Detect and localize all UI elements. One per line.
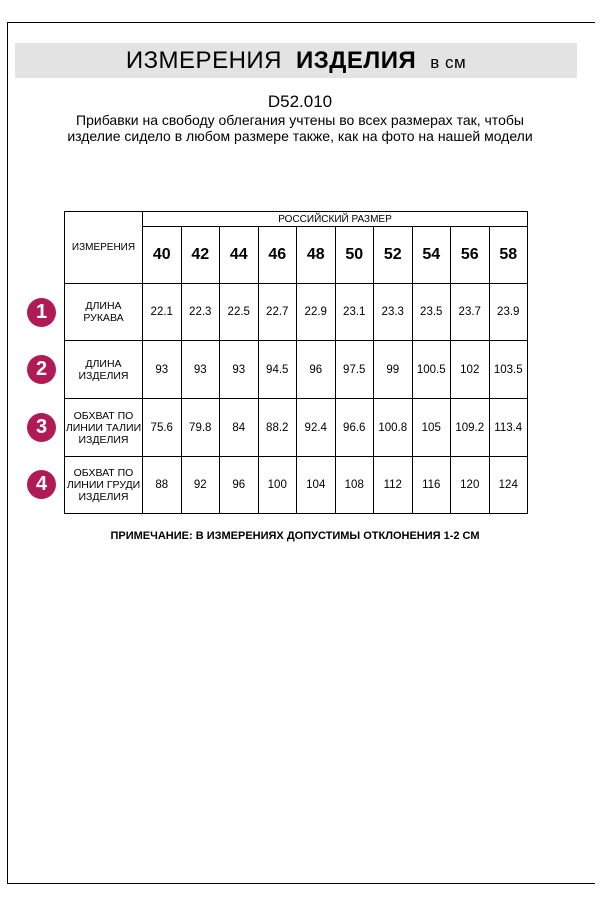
row-label: ОБХВАТ ПО ЛИНИИ ТАЛИИ ИЗДЕЛИЯ [65,399,143,457]
title-bar [15,43,577,78]
table-cell: 93 [143,341,182,399]
table-cell: 92 [181,457,220,514]
tolerance-note: ПРИМЕЧАНИЕ: В ИЗМЕРЕНИЯХ ДОПУСТИМЫ ОТКЛОНЕНИЯ 1-2 СМ [110,530,480,542]
row-number-badge: 3 [27,413,56,442]
title-unit: в см [430,53,467,72]
table-cell: 100 [258,457,297,514]
measurements-header: ИЗМЕРЕНИЯ [65,212,143,284]
table-cell: 22.7 [258,284,297,341]
table-cell: 23.1 [335,284,374,341]
size-header: 48 [297,227,336,284]
size-header: 58 [489,227,528,284]
size-group-header: РОССИЙСКИЙ РАЗМЕР [143,212,528,227]
product-code: D52.010 [267,92,333,111]
table-cell: 22.3 [181,284,220,341]
table-cell: 105 [412,399,451,457]
table-cell: 104 [297,457,336,514]
size-header: 50 [335,227,374,284]
table-cell: 96 [297,341,336,399]
table-cell: 93 [220,341,259,399]
table-row [65,341,528,399]
row-number-badge: 4 [27,470,56,499]
table-cell: 100.8 [374,399,413,457]
table-cell: 22.9 [297,284,336,341]
size-header: 54 [412,227,451,284]
table-cell: 88.2 [258,399,297,457]
row-label: ОБХВАТ ПО ЛИНИИ ГРУДИ ИЗДЕЛИЯ [65,457,143,514]
row-label: ДЛИНА РУКАВА [65,284,143,341]
table-cell: 97.5 [335,341,374,399]
table-cell: 96.6 [335,399,374,457]
size-header: 56 [451,227,490,284]
table-row [65,457,528,514]
table-cell: 88 [143,457,182,514]
table-cell: 22.1 [143,284,182,341]
title-regular: ИЗМЕРЕНИЯ [125,47,282,74]
table-cell: 96 [220,457,259,514]
size-header: 52 [374,227,413,284]
table-cell: 100.5 [412,341,451,399]
table-cell: 93 [181,341,220,399]
size-header: 40 [143,227,182,284]
size-header: 42 [181,227,220,284]
size-table [64,211,528,514]
table-cell: 22.5 [220,284,259,341]
size-header: 46 [258,227,297,284]
size-header: 44 [220,227,259,284]
title-bold: ИЗДЕЛИЯ [296,47,417,74]
table-cell: 99 [374,341,413,399]
table-cell: 103.5 [489,341,528,399]
table-cell: 116 [412,457,451,514]
row-label: ДЛИНА ИЗДЕЛИЯ [65,341,143,399]
table-cell: 108 [335,457,374,514]
table-cell: 75.6 [143,399,182,457]
table-cell: 113.4 [489,399,528,457]
table-cell: 23.5 [412,284,451,341]
table-row [65,399,528,457]
table-cell: 94.5 [258,341,297,399]
table-cell: 124 [489,457,528,514]
table-cell: 79.8 [181,399,220,457]
row-number-badge: 2 [27,355,56,384]
table-cell: 23.9 [489,284,528,341]
table-cell: 120 [451,457,490,514]
table-cell: 109.2 [451,399,490,457]
row-number-badge: 1 [27,298,56,327]
table-row [65,284,528,341]
table-cell: 112 [374,457,413,514]
table-cell: 92.4 [297,399,336,457]
table-cell: 23.3 [374,284,413,341]
table-cell: 23.7 [451,284,490,341]
table-cell: 84 [220,399,259,457]
fit-description: Прибавки на свободу облегания учтены во всех размерах так, чтобы изделие сидело в любом размере также, как на фото на нашей модели [67,112,533,144]
table-cell: 102 [451,341,490,399]
